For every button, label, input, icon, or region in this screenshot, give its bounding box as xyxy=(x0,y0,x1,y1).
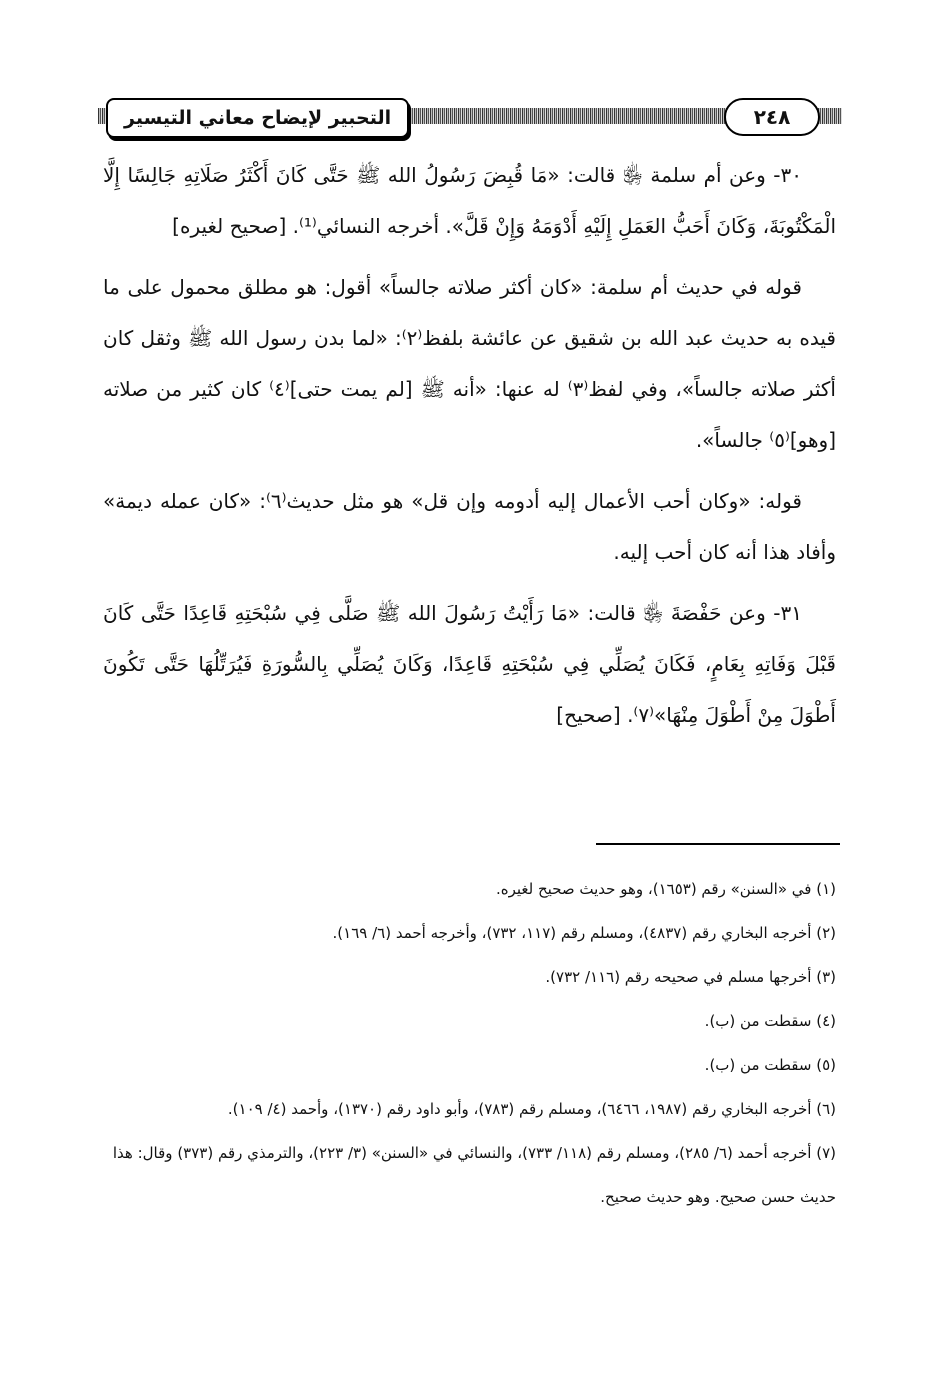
footnote-7: (٧) أخرجه أحمد (٦/ ٢٨٥)، ومسلم رقم (١١٨/ ٧٣٣)، والنسائي في «السنن» (٣/ ٢٢٣)، والترمذي رقم (٣٧٣) وقال: هذا حديث حسن صحيح. وهو حديث صحيح. xyxy=(112,1144,836,1206)
hadith-30: ٣٠- وعن أم سلمة ﵂ قالت: «مَا قُبِضَ رَسُولُ الله ﷺ حَتَّى كَانَ أَكْثَرُ صَلَاتِهِ جَالِسًا إِلَّا الْمَكْتُوبَةَ، وَكَانَ أَحَبُّ العَمَلِ إِلَيْهِ أَدْوَمَهُ وَإِنْ قَلَّ». أخرجه النسائي⁽¹⁾. [صحيح لغيره] xyxy=(103,163,836,238)
book-title: التحبير لإيضاح معاني التيسير xyxy=(106,98,409,138)
commentary-paragraph-2: قوله: «وكان أحب الأعمال إليه أدومه وإن قل» هو مثل حديث⁽٦⁾: «كان عمله ديمة» وأفاد هذا أنه كان أحب إليه. xyxy=(103,489,836,564)
footnote-5: (٥) سقطت من (ب). xyxy=(704,1056,836,1074)
footnote-1: (١) في «السنن» رقم (١٦٥٣)، وهو حديث صحيح لغيره. xyxy=(495,880,836,898)
footnote-separator xyxy=(596,843,840,845)
footnote-3: (٣) أخرجها مسلم في صحيحه رقم (١١٦/ ٧٣٢). xyxy=(545,968,836,986)
footnotes xyxy=(103,867,836,1219)
hadith-31: ٣١- وعن حَفْصَةَ ﵂ قالت: «مَا رَأَيْتُ رَسُولَ الله ﷺ صَلَّى فِي سُبْحَتِهِ قَاعِدًا حَتَّى كَانَ قَبْلَ وَفَاتِهِ بِعَامٍ، فَكَانَ يُصَلِّي فِي سُبْحَتِهِ قَاعِدًا، وَكَانَ يُصَلِّي بِالسُّورَةِ فَيُرَتِّلُهَا حَتَّى تَكُونَ أَطْوَلَ مِنْ أَطْوَلَ مِنْهَا»⁽٧⁾. [صحيح] xyxy=(103,601,836,727)
footnote-6: (٦) أخرجه البخاري رقم (١٩٨٧، ٦٤٦٦)، ومسلم رقم (٧٨٣)، وأبو داود رقم (١٣٧٠)، وأحمد (٤/ ١٠٩). xyxy=(227,1100,836,1118)
main-text xyxy=(103,150,836,741)
commentary-paragraph-1: قوله في حديث أم سلمة: «كان أكثر صلاته جالساً» أقول: هو مطلق محمول على ما قيده به حديث عبد الله بن شقيق عن عائشة بلفظ⁽٢⁾: «لما بدن رسول الله ﷺ وثقل كان أكثر صلاته جالساً»، وفي لفظ⁽٣⁾ له عنها: «أنه ﷺ [لم يمت حتى]⁽٤⁾ كان كثير من صلاته [وهو]⁽٥⁾ جالساً». xyxy=(103,275,836,452)
footnote-4: (٤) سقطت من (ب). xyxy=(704,1012,836,1030)
footnote-2: (٢) أخرجه البخاري رقم (٤٨٣٧)، ومسلم رقم (١١٧، ٧٣٢)، وأخرجه أحمد (٦/ ١٦٩). xyxy=(332,924,836,942)
page-number: ٢٤٨ xyxy=(724,98,820,136)
page-header xyxy=(98,96,842,144)
